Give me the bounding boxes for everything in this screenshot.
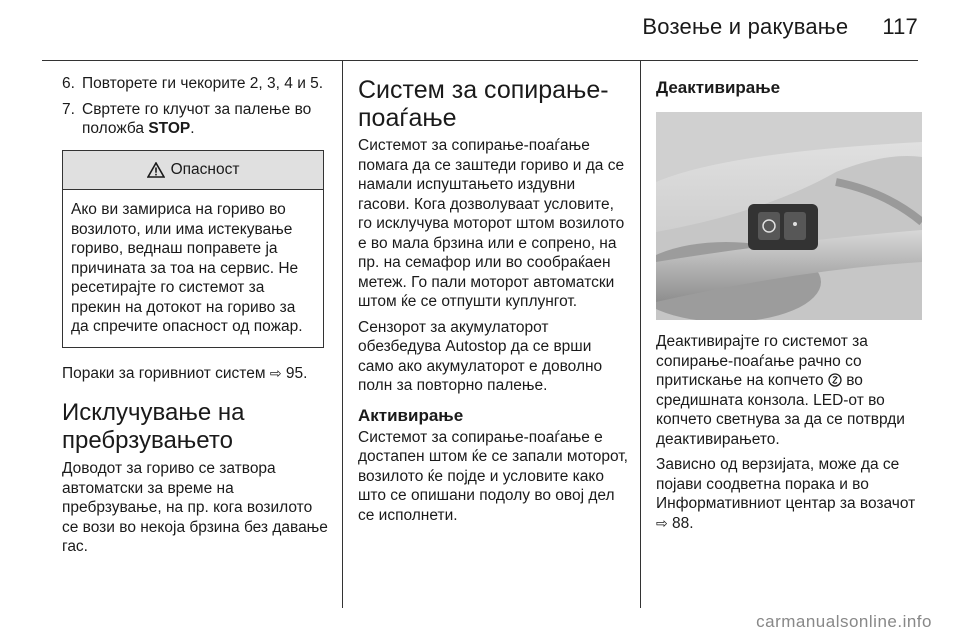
step-text-part: Свртете го клучот за палење во положба <box>82 101 312 137</box>
overrun-heading: Исклучување на пребрзувањето <box>62 399 245 454</box>
header-rule <box>42 60 918 61</box>
stop-start-intro: Системот за сопирање-поаѓање помага да се заштеди гориво и да се намали испуштањето издувни гасови. Кога дозволуваат условите, го исклучува моторот штом возилото е во мала брзина или е сопрено, на пр. на семафор или во сообраќаен метеж. Го пали моторот автоматски штом ќе се отпушти куплунгот. <box>358 137 625 310</box>
step-text-part: . <box>190 120 195 137</box>
stop-position-label: STOP <box>148 120 191 137</box>
reference-arrow-icon: ⇨ <box>656 514 668 531</box>
activation-text: Системот за сопирање-поаѓање е достапен штом ќе се запали моторот, возилото ќе појде и условите како што се опишани подолу во овој дел се исполнети. <box>358 428 628 524</box>
deactivation-text <box>656 332 922 449</box>
column-3 <box>656 74 922 533</box>
center-console-photo <box>656 112 922 320</box>
dic-text: Зависно од верзијата, може да се појави соодветна порака и во Информативниот центар за возачот <box>656 456 916 512</box>
step-7 <box>62 100 330 138</box>
column-divider-2 <box>640 60 641 608</box>
battery-sensor-text: Сензорот за акумулаторот обезбедува Autostop да се врши само ако акумулаторот е доволно полн за повторно палење. <box>358 318 603 394</box>
section-title: Возење и ракување <box>642 14 849 39</box>
step-6 <box>62 74 330 93</box>
step-number: 7. <box>62 101 75 118</box>
warning-text: Ако ви замириса на гориво во возилото, или има истекување гориво, веднаш поправете ја причината за тоа на сервис. Не ресетирајте го системот за прекин на дотокот на гориво за да спречите опасност од пожар. <box>71 201 303 335</box>
fuel-note-text: Пораки за горивниот систем <box>62 364 266 382</box>
column-divider-1 <box>342 60 343 608</box>
stop-start-button-icon <box>828 373 842 387</box>
step-text <box>82 100 330 138</box>
running-head <box>642 14 918 40</box>
deactivation-text-part: Деактивирајте го системот за сопирање-поаѓање рачно со притискање на копчето <box>656 333 868 389</box>
reference-arrow-icon: ⇨ <box>269 364 282 381</box>
deactivation-heading: Деактивирање <box>656 78 781 97</box>
step-number: 6. <box>62 75 75 92</box>
deactivation-text-part: во средишната конзола. LED-от во копчето светнува за да се потврди деактивирањето. <box>656 372 905 448</box>
column-1 <box>62 74 330 557</box>
warning-header <box>63 151 323 190</box>
page-number: 117 <box>882 14 918 39</box>
warning-box <box>62 150 324 348</box>
page-reference[interactable]: 88. <box>672 514 694 532</box>
fuel-system-note <box>62 364 330 384</box>
step-text: Повторете ги чекорите 2, 3, 4 и 5. <box>82 75 324 92</box>
warning-label: Опасност <box>170 161 240 178</box>
page-reference[interactable]: 95. <box>285 364 308 382</box>
dic-message-text <box>656 455 922 533</box>
activation-heading: Активирање <box>358 405 464 425</box>
watermark: carmanualsonline.info <box>756 612 932 631</box>
stop-start-heading: Систем за сопирање-поаѓање <box>358 76 609 132</box>
overrun-text: Доводот за гориво се затвора автоматски за време на пребрзување, на пр. кога возилото се вози во некоја брзина без давање гас. <box>62 460 328 555</box>
warning-triangle-icon <box>147 162 165 178</box>
column-2 <box>358 74 628 525</box>
